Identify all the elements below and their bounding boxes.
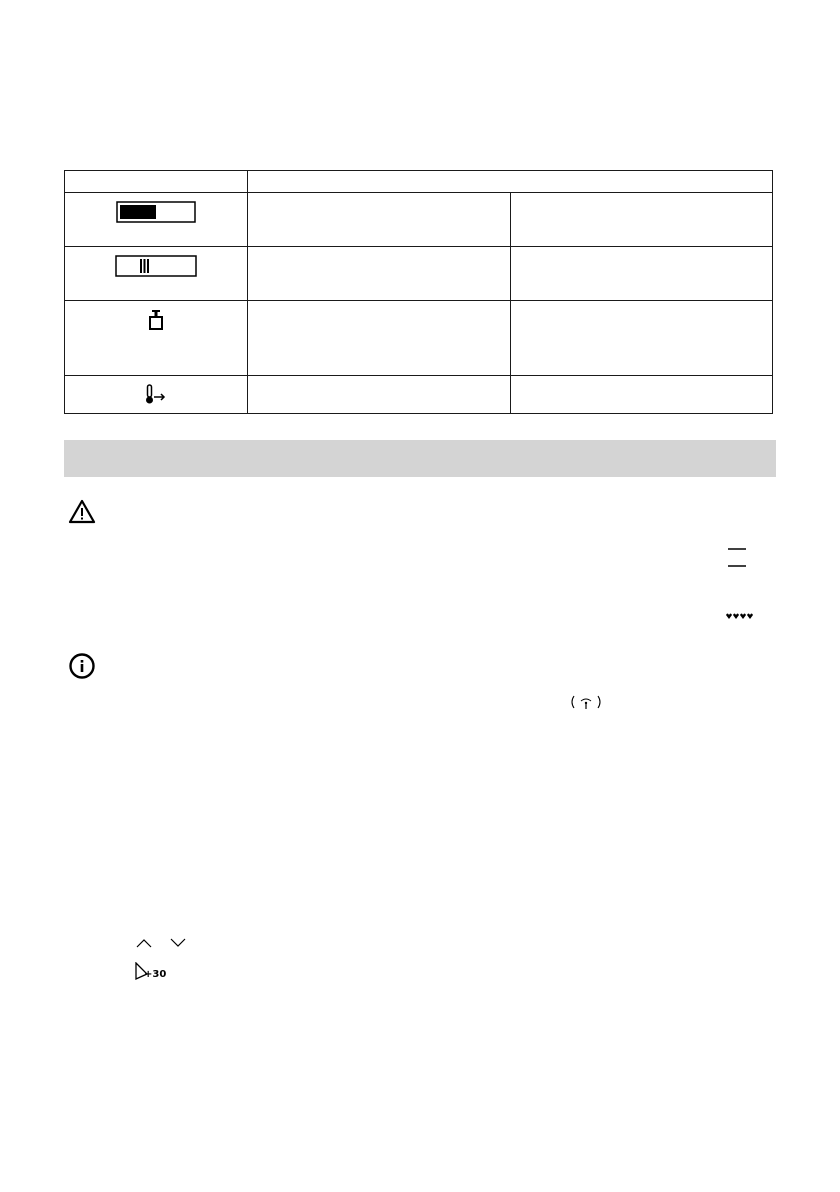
info-circle-icon [68, 652, 96, 680]
description-cell [510, 376, 773, 414]
function-cell [248, 376, 511, 414]
warning-triangle-icon [68, 499, 96, 524]
table-row [65, 376, 773, 414]
chevron-up-icon [135, 937, 153, 949]
play-plus-30-icon [133, 962, 173, 982]
function-cell [248, 301, 511, 376]
symbol-cell [65, 301, 248, 376]
description-cell [510, 301, 773, 376]
antenna-signal-icon [568, 694, 604, 712]
section-header-band [64, 440, 776, 477]
function-cell [248, 247, 511, 301]
weight-icon [148, 309, 164, 331]
description-cell [510, 193, 773, 247]
header-col-description [248, 171, 773, 193]
table-row [65, 193, 773, 247]
chevron-down-icon [169, 937, 187, 949]
description-cell [510, 247, 773, 301]
thermometer-arrow-icon [144, 384, 168, 406]
four-hearts-icon [725, 612, 753, 622]
table-header-row [65, 171, 773, 193]
symbol-table [64, 170, 773, 414]
two-dash-icon [726, 547, 748, 569]
plus-30-label: +30 [144, 969, 167, 980]
symbol-cell [65, 247, 248, 301]
function-cell [248, 193, 511, 247]
table-row [65, 247, 773, 301]
header-col-symbol [65, 171, 248, 193]
symbol-cell [65, 376, 248, 414]
symbol-cell [65, 193, 248, 247]
table-row [65, 301, 773, 376]
bar-slider-icon [115, 255, 197, 277]
filled-bar-icon [116, 201, 196, 223]
